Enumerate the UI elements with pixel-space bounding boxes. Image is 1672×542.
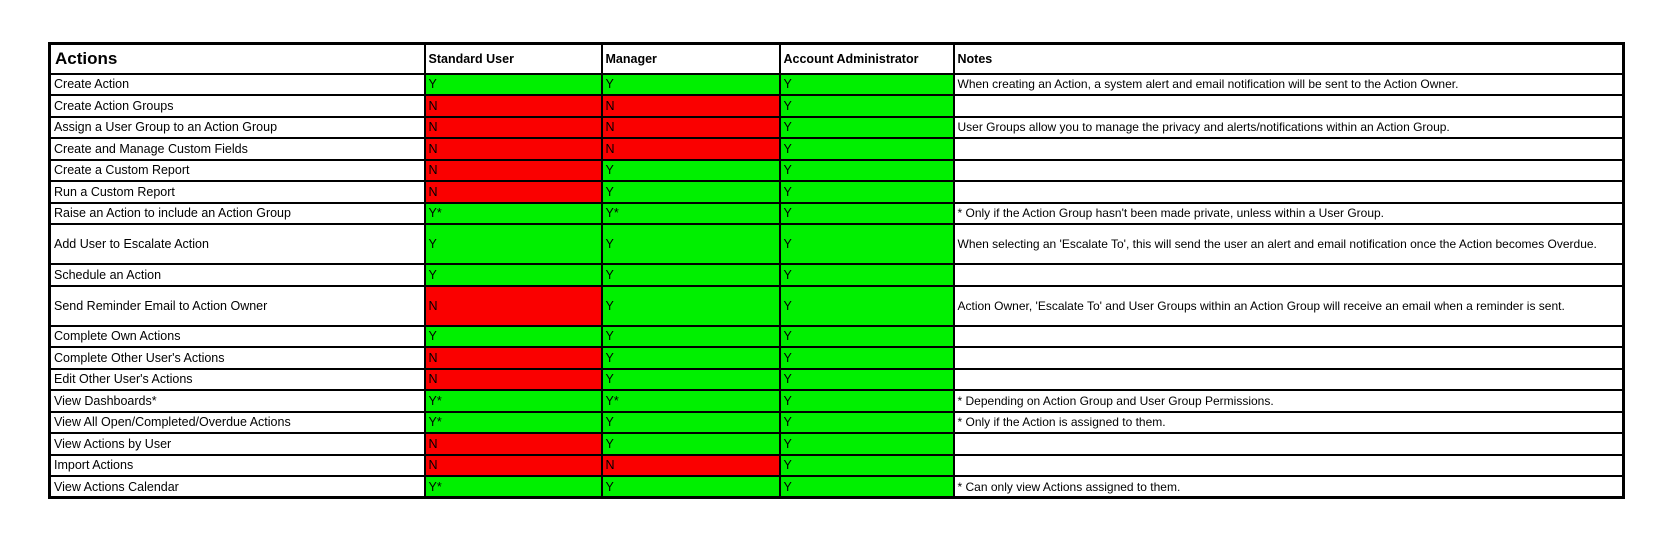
permissions-table [48, 42, 1625, 499]
manager-cell: N [602, 138, 780, 160]
notes-cell: When selecting an 'Escalate To', this will send the user an alert and email notification once the Action becomes Overdue. [954, 224, 1624, 264]
standard-user-cell: Y [425, 74, 602, 96]
account-administrator-cell: Y [780, 455, 954, 477]
action-label: Run a Custom Report [50, 181, 425, 203]
account-administrator-cell: Y [780, 160, 954, 182]
notes-cell [954, 181, 1624, 203]
manager-cell: N [602, 117, 780, 139]
standard-user-cell: N [425, 433, 602, 455]
notes-cell: * Only if the Action Group hasn't been made private, unless within a User Group. [954, 203, 1624, 225]
notes-cell: * Only if the Action is assigned to them. [954, 412, 1624, 434]
column-header-notes: Notes [954, 44, 1624, 74]
table-row [50, 286, 1624, 326]
standard-user-cell: Y* [425, 476, 602, 498]
standard-user-cell: N [425, 455, 602, 477]
account-administrator-cell: Y [780, 476, 954, 498]
manager-cell: Y [602, 326, 780, 348]
standard-user-cell: N [425, 95, 602, 117]
account-administrator-cell: Y [780, 181, 954, 203]
action-label: Create Action Groups [50, 95, 425, 117]
manager-cell: N [602, 95, 780, 117]
column-header-manager: Manager [602, 44, 780, 74]
column-header-account-administrator: Account Administrator [780, 44, 954, 74]
notes-cell: User Groups allow you to manage the privacy and alerts/notifications within an Action Group. [954, 117, 1624, 139]
standard-user-cell: Y* [425, 412, 602, 434]
account-administrator-cell: Y [780, 138, 954, 160]
manager-cell: Y* [602, 390, 780, 412]
table-row [50, 369, 1624, 391]
action-label: View Actions by User [50, 433, 425, 455]
table-row [50, 476, 1624, 498]
table-row [50, 203, 1624, 225]
action-label: Assign a User Group to an Action Group [50, 117, 425, 139]
table-row [50, 181, 1624, 203]
account-administrator-cell: Y [780, 95, 954, 117]
account-administrator-cell: Y [780, 264, 954, 286]
table-row [50, 347, 1624, 369]
standard-user-cell: Y* [425, 390, 602, 412]
table-row [50, 160, 1624, 182]
table-row [50, 433, 1624, 455]
manager-cell: Y [602, 412, 780, 434]
action-label: Raise an Action to include an Action Group [50, 203, 425, 225]
action-label: Edit Other User's Actions [50, 369, 425, 391]
standard-user-cell: N [425, 286, 602, 326]
manager-cell: Y [602, 347, 780, 369]
table-row [50, 138, 1624, 160]
action-label: Add User to Escalate Action [50, 224, 425, 264]
account-administrator-cell: Y [780, 203, 954, 225]
account-administrator-cell: Y [780, 369, 954, 391]
notes-cell [954, 326, 1624, 348]
notes-cell [954, 347, 1624, 369]
standard-user-cell: Y [425, 264, 602, 286]
account-administrator-cell: Y [780, 74, 954, 96]
action-label: Create a Custom Report [50, 160, 425, 182]
table-row [50, 390, 1624, 412]
manager-cell: Y [602, 476, 780, 498]
account-administrator-cell: Y [780, 326, 954, 348]
notes-cell [954, 369, 1624, 391]
standard-user-cell: Y* [425, 203, 602, 225]
manager-cell: Y [602, 181, 780, 203]
table-row [50, 326, 1624, 348]
action-label: Send Reminder Email to Action Owner [50, 286, 425, 326]
permissions-table-body [50, 74, 1624, 498]
table-row [50, 74, 1624, 96]
table-row [50, 95, 1624, 117]
standard-user-cell: N [425, 117, 602, 139]
manager-cell: Y [602, 224, 780, 264]
manager-cell: Y* [602, 203, 780, 225]
notes-cell [954, 455, 1624, 477]
notes-cell: When creating an Action, a system alert and email notification will be sent to the Action Owner. [954, 74, 1624, 96]
account-administrator-cell: Y [780, 286, 954, 326]
standard-user-cell: N [425, 160, 602, 182]
manager-cell: N [602, 455, 780, 477]
manager-cell: Y [602, 369, 780, 391]
table-row [50, 117, 1624, 139]
permissions-sheet [48, 42, 1625, 499]
standard-user-cell: N [425, 138, 602, 160]
manager-cell: Y [602, 264, 780, 286]
standard-user-cell: Y [425, 224, 602, 264]
table-row [50, 264, 1624, 286]
action-label: Complete Other User's Actions [50, 347, 425, 369]
notes-cell [954, 264, 1624, 286]
account-administrator-cell: Y [780, 347, 954, 369]
header-row [50, 44, 1624, 74]
standard-user-cell: Y [425, 326, 602, 348]
account-administrator-cell: Y [780, 390, 954, 412]
table-title: Actions [50, 44, 425, 74]
account-administrator-cell: Y [780, 412, 954, 434]
notes-cell [954, 95, 1624, 117]
notes-cell: * Depending on Action Group and User Group Permissions. [954, 390, 1624, 412]
action-label: View All Open/Completed/Overdue Actions [50, 412, 425, 434]
manager-cell: Y [602, 74, 780, 96]
table-row [50, 412, 1624, 434]
action-label: Create Action [50, 74, 425, 96]
notes-cell [954, 138, 1624, 160]
column-header-standard-user: Standard User [425, 44, 602, 74]
standard-user-cell: N [425, 181, 602, 203]
action-label: View Dashboards* [50, 390, 425, 412]
manager-cell: Y [602, 433, 780, 455]
account-administrator-cell: Y [780, 433, 954, 455]
standard-user-cell: N [425, 347, 602, 369]
standard-user-cell: N [425, 369, 602, 391]
notes-cell: * Can only view Actions assigned to them. [954, 476, 1624, 498]
notes-cell [954, 160, 1624, 182]
action-label: Create and Manage Custom Fields [50, 138, 425, 160]
action-label: View Actions Calendar [50, 476, 425, 498]
account-administrator-cell: Y [780, 117, 954, 139]
action-label: Schedule an Action [50, 264, 425, 286]
table-row [50, 455, 1624, 477]
notes-cell: Action Owner, 'Escalate To' and User Groups within an Action Group will receive an email when a reminder is sent. [954, 286, 1624, 326]
action-label: Complete Own Actions [50, 326, 425, 348]
notes-cell [954, 433, 1624, 455]
manager-cell: Y [602, 160, 780, 182]
table-row [50, 224, 1624, 264]
manager-cell: Y [602, 286, 780, 326]
action-label: Import Actions [50, 455, 425, 477]
account-administrator-cell: Y [780, 224, 954, 264]
